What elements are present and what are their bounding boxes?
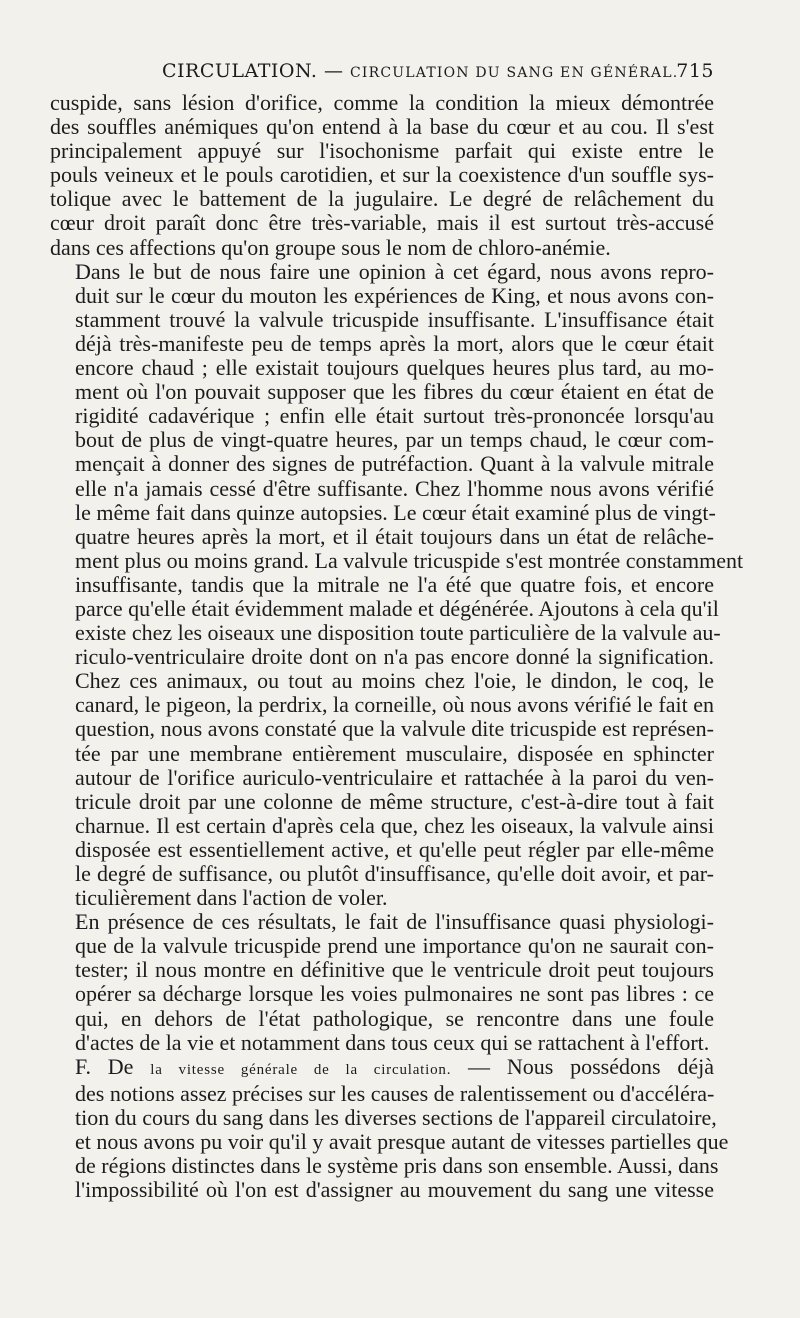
paragraph-1 (50, 91, 714, 260)
text-line: disposée est essentiellement active, et qu'elle peut régler par elle-même (75, 836, 714, 862)
text-line: tolique avec le battement de la jugulaire. Le degré de relâchement du (50, 186, 714, 212)
text-line: rigidité cadavérique ; enfin elle était surtout très-prononcée lorsqu'au (75, 403, 714, 429)
text-line: encore chaud ; elle existait toujours quelques heures plus tard, au mo- (75, 355, 714, 381)
text-line: des notions assez précises sur les causes de ralentissement ou d'accéléra- (75, 1080, 715, 1106)
text-line: riculo-ventriculaire droite dont on n'a pas encore donné la signification. (75, 644, 714, 670)
section-f-heading-line (50, 1055, 714, 1082)
text-line: bout de plus de vingt-quatre heures, par un temps chaud, le cœur com- (75, 427, 714, 453)
section-f (50, 1053, 729, 1203)
text-line: déjà très-manifeste peu de temps après la mort, alors que le cœur était (75, 330, 714, 356)
running-title-dash: — (317, 60, 350, 82)
text-line: l'impossibilité où l'on est d'assigner au mouvement du sang une vitesse (75, 1177, 714, 1203)
text-line: canard, le pigeon, la perdrix, la corneille, où nous avons vérifié le fait en (75, 692, 714, 718)
text-line: ticulièrement dans l'action de voler. (75, 885, 388, 911)
text-line: ment où l'on pouvait supposer que les fibres du cœur étaient en état de (75, 379, 714, 405)
text-line: tion du cours du sang dans les diverses sections de l'appareil circulatoire, (75, 1104, 717, 1130)
text-line: tée par une membrane entièrement musculaire, disposée en sphincter (75, 740, 714, 766)
text-line: Dans le but de nous faire une opinion à cet égard, nous avons repro- (75, 258, 714, 284)
running-header (50, 57, 714, 91)
section-f-dash: — (451, 1053, 507, 1079)
text-line: pouls veineux et le pouls carotidien, et sur la coexistence d'un souffle sys- (50, 162, 714, 188)
text-line: stamment trouvé la valvule tricuspide insuffisante. L'insuffisance était (75, 306, 714, 332)
text-line: cuspide, sans lésion d'orifice, comme la condition la mieux démontrée (50, 90, 714, 115)
text-line: tester; il nous montre en définitive que le ventricule droit peut toujours (75, 957, 714, 983)
text-line: insuffisante, tandis que la mitrale ne l'a été que quatre fois, et encore (75, 571, 714, 597)
text-line: Chez ces animaux, ou tout au moins chez l'oie, le dindon, le coq, le (75, 668, 714, 694)
running-title (162, 60, 678, 82)
text-line: et nous avons pu voir qu'il y avait presque autant de vitesses partielles que (75, 1129, 729, 1155)
text-line: mençait à donner des signes de putréfaction. Quant à la valvule mitrale (75, 451, 714, 477)
text-line: existe chez les oiseaux une disposition toute particulière de la valvule au- (75, 620, 721, 646)
section-f-label: F. (75, 1053, 91, 1079)
section-f-heading: la vitesse générale de la circulation. (150, 1061, 452, 1078)
text-line: question, nous avons constaté que la valvule dite tricuspide est représen- (75, 716, 714, 742)
section-f-heading-first: De (107, 1053, 134, 1079)
text-line: ment plus ou moins grand. La valvule tricuspide s'est montrée constamment (75, 547, 744, 573)
running-title-main: CIRCULATION. (162, 60, 318, 82)
text-line: autour de l'orifice auriculo-ventriculaire et rattachée à la paroi du ven- (75, 764, 714, 790)
text-line: d'actes de la vie et notamment dans tous ceux qui se rattachent à l'effort. (75, 1029, 710, 1055)
section-f-first-text: Nous possédons déjà (506, 1053, 715, 1079)
text-line: quatre heures après la mort, et il était toujours dans un état de relâche- (75, 523, 714, 549)
text-line: des souffles anémiques qu'on entend à la base du cœur et au cou. Il s'est (50, 114, 714, 140)
text-line: duit sur le cœur du mouton les expériences de King, et nous avons con- (75, 282, 714, 308)
text-line: le même fait dans quinze autopsies. Le cœur était examiné plus de vingt- (75, 499, 716, 525)
page-number: 715 (676, 60, 714, 82)
body-text (50, 90, 744, 1203)
text-line: tricule droit par une colonne de même structure, c'est-à-dire tout à fait (75, 788, 714, 814)
text-line: qui, en dehors de l'état pathologique, se rencontre dans une foule (75, 1005, 714, 1031)
text-line: opérer sa décharge lorsque les voies pulmonaires ne sont pas libres : ce (75, 981, 714, 1007)
text-line: que de la valvule tricuspide prend une importance qu'on ne saurait con- (75, 933, 714, 959)
text-line: elle n'a jamais cessé d'être suffisante. Chez l'homme nous avons vérifié (75, 475, 714, 501)
running-title-sub: CIRCULATION DU SANG EN GÉNÉRAL. (350, 65, 679, 81)
text-line: le degré de suffisance, ou plutôt d'insuffisance, qu'elle doit avoir, et par- (75, 861, 714, 886)
text-line: cœur droit paraît donc être très-variable, mais il est surtout très-accusé (50, 210, 714, 236)
text-line: principalement appuyé sur l'isochonisme parfait qui existe entre le (50, 138, 714, 164)
text-line: parce qu'elle était évidemment malade et dégénérée. Ajoutons à cela qu'il (75, 595, 719, 621)
text-line: de régions distinctes dans le système pris dans son ensemble. Aussi, dans (75, 1153, 719, 1179)
paragraph-3 (50, 910, 714, 1055)
text-line: charnue. Il est certain d'après cela que, chez les oiseaux, la valvule ainsi (75, 812, 714, 838)
paragraph-2 (50, 258, 744, 911)
text-line: En présence de ces résultats, le fait de l'insuffisance quasi physiologi- (75, 909, 714, 935)
text-line: dans ces affections qu'on groupe sous le nom de chloro-anémie. (50, 234, 611, 260)
